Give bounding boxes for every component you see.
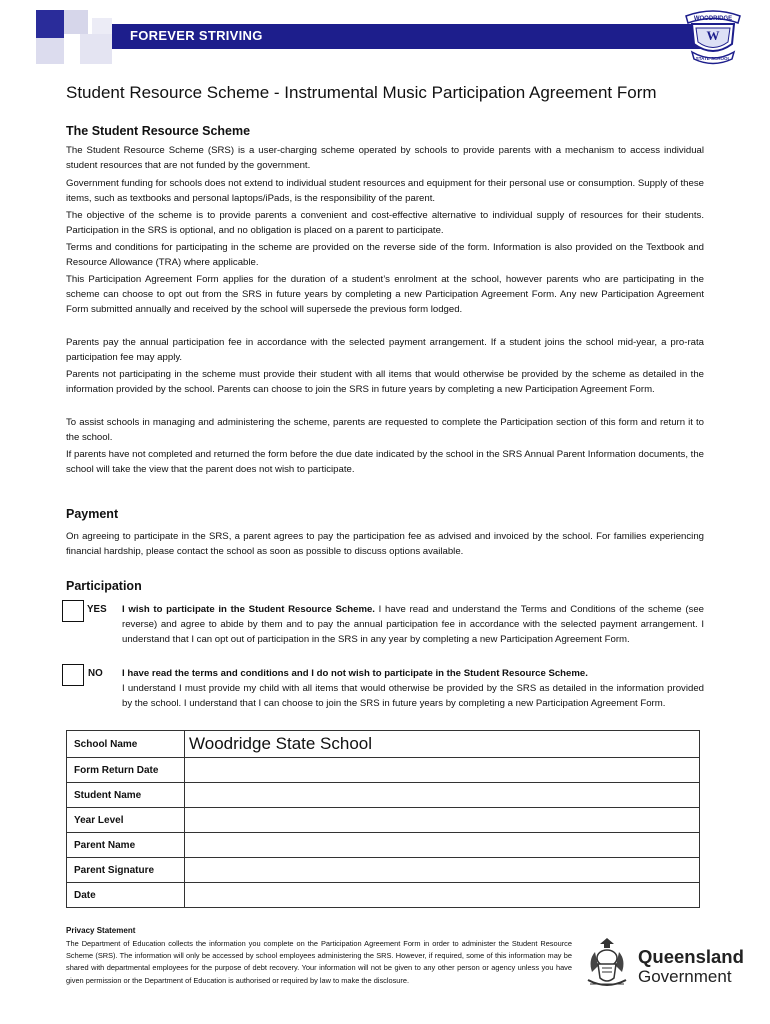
student-name-field[interactable] bbox=[185, 783, 700, 808]
logo-bottom-text: STATE SCHOOL bbox=[695, 56, 731, 61]
table-row bbox=[67, 731, 700, 758]
header-banner bbox=[112, 24, 724, 49]
participation-heading: Participation bbox=[66, 579, 142, 593]
srs-paragraph: The Student Resource Scheme (SRS) is a user-charging scheme operated by schools to provide parents with a mechanism to access individual student resources that are not funded by the government. bbox=[66, 145, 704, 172]
srs-paragraph: The objective of the scheme is to provide parents a convenient and cost-effective alternative to individual supply of resources for their students. Participation in the SRS is optional, and no obligation is placed on a parent to participate. bbox=[66, 210, 704, 237]
srs-paragraph: This Participation Agreement Form applies for the duration of a student’s enrolment at the school, however parents who are participating in the scheme can choose to opt out from the SRS in future years by completing a new Participation Agreement Form. Any new Participation Agreement Form submitted annually and received by the school will supersede the previous form lodged. bbox=[66, 274, 704, 316]
srs-paragraph: Government funding for schools does not extend to individual student resources and equipment for their personal use or consumption. Supply of these items, such as textbooks and personal laptops/iPads, is the responsibility of the parent. bbox=[66, 178, 704, 205]
yes-checkbox[interactable] bbox=[62, 600, 84, 622]
field-label: Form Return Date bbox=[67, 758, 185, 783]
srs-paragraph: Parents not participating in the scheme must provide their student with all items that would otherwise be provided by the scheme as detailed in the information provided by the school. Parents can choose to join the SRS in future years by completing a new Participation Agreement Form. bbox=[66, 369, 704, 396]
no-statement bbox=[122, 666, 704, 711]
header-square-light bbox=[36, 38, 64, 64]
field-label: Student Name bbox=[67, 783, 185, 808]
queensland-crest-icon bbox=[580, 936, 634, 992]
table-row bbox=[67, 808, 700, 833]
field-label: Date bbox=[67, 883, 185, 908]
field-label: Year Level bbox=[67, 808, 185, 833]
school-name-field[interactable]: Woodridge State School bbox=[185, 731, 700, 758]
table-row bbox=[67, 758, 700, 783]
details-table bbox=[66, 730, 700, 908]
srs-paragraph: If parents have not completed and returned the form before the due date indicated by the school in the SRS Annual Parent Information documents, the school will take the view that the parent does not wish to participate. bbox=[66, 449, 704, 476]
no-checkbox[interactable] bbox=[62, 664, 84, 686]
table-row bbox=[67, 833, 700, 858]
yes-label: YES bbox=[87, 604, 107, 615]
privacy-text: The Department of Education collects the information you complete on the Participation Agreement Form in order to administer the Student Resource Scheme (SRS). The information will only be accessed by school employees administering the SRS. However, if required, some of this information may be shared with departmental employees for the purpose of debt recovery. Your information will not be given to any other person or agency unless you have given permission or the Department of Education is authorised or required by law to make the disclosure. bbox=[66, 939, 572, 985]
table-row bbox=[67, 783, 700, 808]
no-label: NO bbox=[88, 668, 103, 679]
yes-statement bbox=[122, 602, 704, 647]
table-row bbox=[67, 883, 700, 908]
payment-paragraph: On agreeing to participate in the SRS, a parent agrees to pay the participation fee as advised and invoiced by the school. For families experiencing financial hardship, please contact the school as soon as possible to discuss options available. bbox=[66, 531, 704, 558]
form-return-date-field[interactable] bbox=[185, 758, 700, 783]
field-label: Parent Name bbox=[67, 833, 185, 858]
page-title: Student Resource Scheme - Instrumental Music Participation Agreement Form bbox=[66, 83, 657, 102]
no-statement-bold: I have read the terms and conditions and I do not wish to participate in the Student Resource Scheme. bbox=[122, 668, 588, 679]
parent-name-field[interactable] bbox=[185, 833, 700, 858]
banner-text: FOREVER STRIVING bbox=[130, 28, 263, 43]
no-statement-text: I understand I must provide my child with all items that would otherwise be provided by the SRS as detailed in the information provided by the school. I understand that I can choose to join the SRS in future years by completing a new Participation Agreement Form. bbox=[122, 683, 704, 709]
yes-statement-bold: I wish to participate in the Student Resource Scheme. bbox=[122, 604, 375, 615]
header-square-dark bbox=[36, 10, 64, 38]
year-level-field[interactable] bbox=[185, 808, 700, 833]
parent-signature-field[interactable] bbox=[185, 858, 700, 883]
srs-paragraph: To assist schools in managing and administering the scheme, parents are requested to complete the Participation section of this form and return it to the school. bbox=[66, 417, 704, 444]
header-square-light bbox=[92, 18, 112, 34]
header-square-light bbox=[64, 10, 88, 34]
government-word: Government bbox=[638, 967, 732, 986]
srs-heading: The Student Resource Scheme bbox=[66, 124, 251, 138]
queensland-government-logo bbox=[580, 936, 750, 992]
date-field[interactable] bbox=[185, 883, 700, 908]
table-row bbox=[67, 858, 700, 883]
field-label: Parent Signature bbox=[67, 858, 185, 883]
srs-paragraph: Terms and conditions for participating in the scheme are provided on the reverse side of the form. Information is also provided on the Textbook and Resource Allowance (TRA) where applicable. bbox=[66, 242, 704, 269]
school-crest-logo bbox=[682, 6, 744, 66]
logo-top-text: WOODRIDGE bbox=[693, 16, 733, 22]
payment-heading: Payment bbox=[66, 507, 119, 521]
privacy-title: Privacy Statement bbox=[66, 926, 136, 935]
field-label: School Name bbox=[67, 731, 185, 758]
srs-paragraph: Parents pay the annual participation fee in accordance with the selected payment arrangement. If a student joins the school mid-year, a pro-rata participation fee may apply. bbox=[66, 337, 704, 364]
header-square-light bbox=[80, 34, 112, 64]
queensland-word: Queensland bbox=[638, 946, 744, 967]
yes-statement-text: I have read and understand the Terms and Conditions of the scheme (see reverse) and agree to abide by them and to pay the annual participation fee in accordance with the selected payment arrangement. I understand that I can opt out of participation in the SRS in any year by completing a new Participation Agreement Form. bbox=[122, 604, 704, 645]
logo-letter: W bbox=[706, 28, 720, 43]
